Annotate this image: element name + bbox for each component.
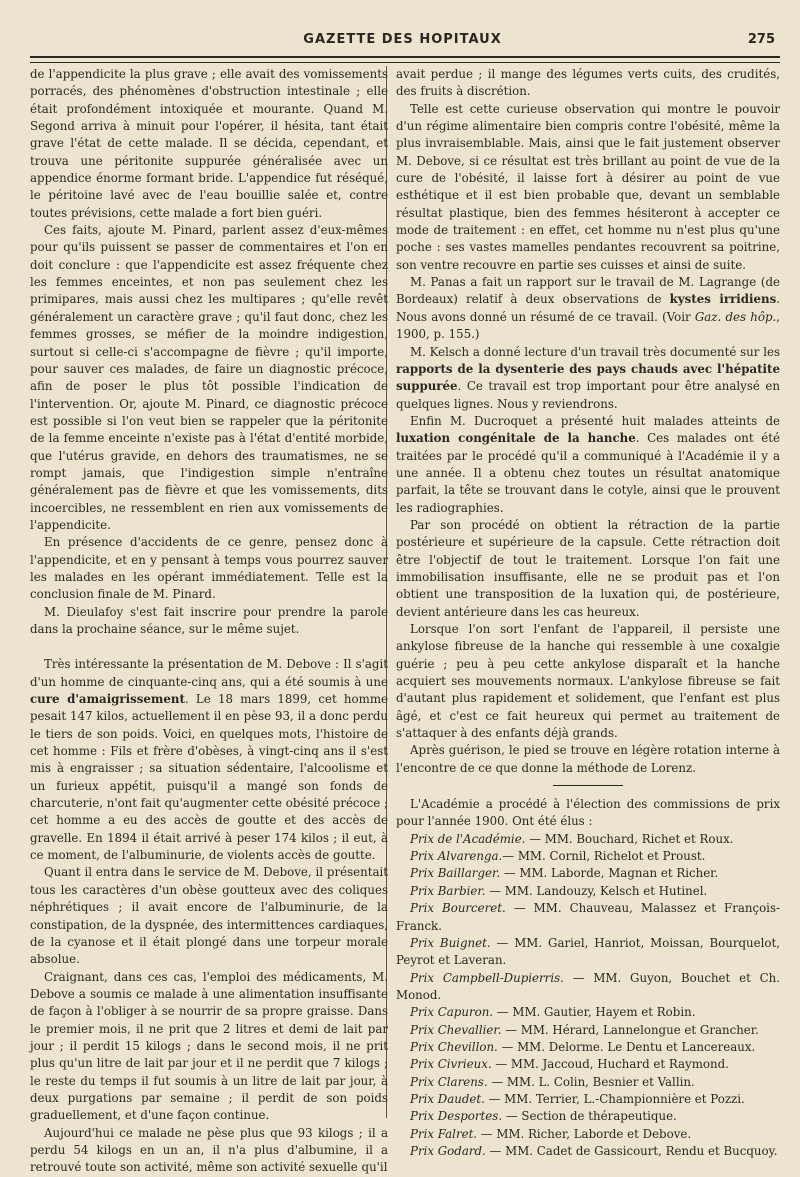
- prize-members: — MM. Bouchard, Richet et Roux.: [525, 831, 734, 846]
- prize-name: Prix Civrieux.: [410, 1057, 492, 1072]
- bold-term: rapports de la dysenterie des pays chauds avec l'hépatite suppurée: [396, 361, 780, 394]
- prize-name: Prix Alvarenga.: [410, 849, 503, 864]
- journal-citation: Gaz. des hôp.: [694, 309, 777, 324]
- prize-members: — MM. Terrier, L.-Championnière et Pozzi.: [484, 1091, 745, 1106]
- prize-entry: [396, 865, 780, 882]
- text-run: Très intéressante la présentation de M. Debove : Il s'agit d'un homme de cinquante-cinq ans, qui a été soumis à une: [30, 657, 388, 689]
- prize-entry: [396, 1022, 780, 1039]
- prize-entry: [396, 848, 780, 865]
- prize-entry: [396, 935, 780, 970]
- bold-term: kystes irridiens: [669, 292, 777, 307]
- prize-name: Prix Daudet.: [410, 1091, 485, 1106]
- text-run: Enfin M. Ducroquet a présenté huit malades atteints de: [410, 413, 780, 428]
- paragraph: M. Dieulafoy s'est fait inscrire pour prendre la parole dans la prochaine séance, sur le même sujet.: [30, 604, 388, 636]
- prize-members: — MM. L. Colin, Besnier et Vallin.: [487, 1074, 695, 1089]
- prize-entry: [396, 1143, 780, 1160]
- prize-members: — MM. Gariel, Hanriot, Moissan, Bourquelot, Peyrot et Laveran.: [396, 935, 780, 968]
- text-run: M. Kelsch a donné lecture d'un travail très documenté sur les: [410, 344, 780, 359]
- prize-entry: [396, 1108, 780, 1125]
- prize-members: — MM. Laborde, Magnan et Richer.: [500, 866, 719, 881]
- section-divider: [553, 785, 623, 786]
- paragraph: Ces faits, ajoute M. Pinard, parlent assez d'eux-mêmes pour qu'ils puissent se passer de commentaires et l'on en doit conclure : que l'appendicite est assez fréquente chez les femmes enceintes, et non pas seulement chez les primipares, mais aussi chez les multipares ; qu'elle revêt généralement un caractère grave ; qu'il faut donc, chez les femmes grosses, se méfier de la moindre indigestion, surtout si celle-ci s'accompagne de fièvre ; qu'il importe, pour sauver ces malades, de faire un diagnostic précoce, afin de poser le plus tôt possible l'indication de l'intervention. Or, ajoute M. Pinard, ce diagnostic précoce est possible si l'on veut bien se rappeler que la péritonite de la femme enceinte n'existe pas à l'état d'entité morbide, que l'utérus gravide, en dehors des traumatismes, ne se rompt jamais, que l'indigestion simple n'entraîne généralement pas de fièvre et que les vomissements, dits incoercibles, ne ressemblent en rien aux vomissements de l'appendicite.: [30, 223, 388, 532]
- prize-name: Prix Baillarger.: [410, 866, 501, 881]
- prize-members: — MM. Richer, Laborde et Debove.: [477, 1126, 692, 1141]
- prize-name: Prix Chevillon.: [410, 1039, 498, 1054]
- prize-list: [396, 831, 780, 1161]
- prize-name: Prix Desportes.: [410, 1109, 503, 1124]
- prize-name: Prix Clarens.: [410, 1074, 488, 1089]
- prize-entry: [396, 900, 780, 935]
- text-run: , 1900, p. 155.): [396, 309, 780, 342]
- prize-members: — MM. Hérard, Lannelongue et Grancher.: [501, 1022, 759, 1037]
- bold-term: cure d'amaigrissement: [30, 692, 185, 707]
- paragraph: Aujourd'hui ce malade ne pèse plus que 93 kilogs ; il a perdu 54 kilogs en un an, il n'a plus d'albumine, il a retrouvé toute son activité, même son activité sexuelle qu'il: [30, 1125, 388, 1175]
- prize-members: — MM. Gautier, Hayem et Robin.: [493, 1005, 696, 1020]
- prize-entry: [396, 831, 780, 848]
- paragraph: Quant il entra dans le service de M. Debove, il présentait tous les caractères d'un obèse goutteux avec des coliques néphrétiques ; il avait encore de l'albuminurie, de la constipation, de la dyspnée, des intermittences cardiaques, de la cyanose et il était plongé dans une torpeur morale absolue.: [30, 865, 388, 967]
- prize-members: — MM. Cadet de Gassicourt, Rendu et Bucquoy.: [485, 1143, 778, 1158]
- paragraph: [30, 656, 388, 864]
- page-number: 275: [747, 32, 775, 47]
- paragraph: avait perdue ; il mange des légumes verts cuits, des crudités, des fruits à discrétion.: [396, 67, 780, 99]
- prize-entry: [396, 1091, 780, 1108]
- text-run: . Nous avons donné un résumé de ce travail. (Voir: [396, 292, 780, 324]
- paragraph: Craignant, dans ces cas, l'emploi des médicaments, M. Debove a soumis ce malade à une alimentation insuffisante de façon à l'obliger à se nourrir de sa propre graisse. Dans le premier mois, il ne prit que 2 litres et demi de lait par jour ; il perdit 15 kilogs ; dans le second mois, il ne prit plus qu'un litre de lait par jour et il ne perdit que 7 kilogs ; le reste du temps il fut soumis à un litre de lait par jour, à deux purgations par semaine ; il perdit de son poids graduellement, et d'une façon continue.: [30, 969, 388, 1123]
- prize-entry: [396, 1056, 780, 1073]
- text-run: . Ces malades ont été traitées par le procédé qu'il a communiqué à l'Académie il y a une année. Il a obtenu chez toutes un résultat anatomique parfait, la tête se trouvant dans le cotyle, ainsi que le prouvent les radiographies.: [396, 431, 780, 515]
- prize-members: — MM. Jaccoud, Huchard et Raymond.: [491, 1057, 729, 1072]
- journal-title: GAZETTE DES HOPITAUX: [303, 32, 502, 47]
- paragraph: Lorsque l'on sort l'enfant de l'appareil, il persiste une ankylose fibreuse de la hanche qui ressemble à une coxalgie guérie ; peu à peu cette ankylose disparaît et la hanche acquiert ses mouvements normaux. L'ankylose fibreuse se fait d'autant plus rapidement et solidement, que l'enfant est plus âgé, et c'est ce fait heureux qui permet au traitement de s'attaquer à des enfants déjà grands.: [396, 622, 780, 741]
- paragraph: Après guérison, le pied se trouve en légère rotation interne à l'encontre de ce que donne la méthode de Lorenz.: [396, 743, 780, 775]
- prize-entry: [396, 1074, 780, 1091]
- paragraph: En présence d'accidents de ce genre, pensez donc à l'appendicite, et en y pensant à temps vous pourrez sauver les malades en les opérant immédiatement. Telle est la conclusion finale de M. Pinard.: [30, 535, 388, 602]
- right-column: [396, 66, 780, 1160]
- prize-entry: [396, 1039, 780, 1056]
- prize-name: Prix Buignet.: [410, 935, 491, 950]
- prize-name: Prix Bourceret.: [410, 901, 506, 916]
- paragraph: L'Académie a procédé à l'élection des commissions de prix pour l'année 1900. Ont été élus :: [396, 797, 780, 829]
- prize-members: — Section de thérapeutique.: [502, 1109, 677, 1124]
- prize-members: — MM. Guyon, Bouchet et Ch. Monod.: [396, 970, 780, 1002]
- text-run: . Le 18 mars 1899, cet homme pesait 147 kilos, actuellement il en pèse 93, il a donc perdu le tiers de son poids. Voici, en quelques mots, l'histoire de cet homme : Fils et frère d'obèses, à vingt-cinq ans il s'est mis à engraisser ; sa situation sédentaire, l'alcoolisme et un furieux appétit, puisqu'il a mangé son fonds de charcuterie, n'ont fait qu'augmenter cette obésité précoce ; cet homme a eu des accès de goutte et des accès de gravelle. En 1894 il était arrivé à peser 174 kilos ; il eut, à ce moment, de l'albuminurie, de violents accès de goutte.: [30, 692, 388, 863]
- header-rule: [30, 56, 780, 63]
- prize-name: Prix Falret.: [410, 1126, 478, 1141]
- prize-name: Prix Capuron.: [410, 1005, 494, 1020]
- prize-name: Prix Chevallier.: [410, 1022, 502, 1037]
- paragraph: de l'appendicite la plus grave ; elle avait des vomissements porracés, des phénomènes d'obstruction intestinale ; elle était profondément intoxiquée et mourante. Quand M. Segond arriva à minuit pour l'opérer, il hésita, tant était grave l'état de cette malade. Il se décida, cependant, et trouva une péritonite suppurée généralisée avec un appendice énorme formant bride. L'appendice fut réséqué, le péritoine lavé avec de l'eau bouillie salée et, contre toutes prévisions, cette malade a fort bien guéri.: [30, 67, 388, 220]
- paragraph: Par son procédé on obtient la rétraction de la partie postérieure et supérieure de la capsule. Cette rétraction doit être l'objectif de tout le traitement. Lorsque l'on fait une immobilisation insuffisante, elle ne se produit pas et l'on obtient une transposition de la luxation qui, de postérieure, devient antérieure dans les cas heureux.: [396, 517, 780, 619]
- prize-entry: [396, 1126, 780, 1143]
- text-run: M. Panas a fait un rapport sur le travail de M. Lagrange (de Bordeaux) relatif à deux observations de: [396, 275, 780, 307]
- prize-name: Prix Barbier.: [410, 883, 486, 898]
- paragraph: [396, 344, 780, 413]
- paragraph: [396, 413, 780, 517]
- prize-entry: [396, 1004, 780, 1021]
- prize-name: Prix Godard.: [410, 1143, 486, 1158]
- prize-members: — MM. Chauveau, Malassez et François-Franck.: [396, 901, 780, 933]
- prize-name: Prix de l'Académie.: [410, 831, 526, 846]
- prize-members: — MM. Landouzy, Kelsch et Hutinel.: [485, 883, 708, 898]
- left-column: [30, 66, 388, 1177]
- paragraph: Telle est cette curieuse observation qui montre le pouvoir d'un régime alimentaire bien compris contre l'obésité, même la plus invraisemblable. Mais, ainsi que le fait justement observer M. Debove, si ce résultat est très brillant au point de vue de la cure de l'obésité, il laisse fort à désirer au point de vue esthétique et il est bien probable que, devant un semblable résultat plastique, bien des femmes hésiteront à accepter ce mode de traitement : en effet, cet homme nu n'est plus qu'une poche : ses vastes mamelles pendantes recouvrent sa poitrine, son ventre recouvre en partie ses cuisses et ainsi de suite.: [396, 101, 780, 272]
- prize-members: — MM. Cornil, Richelot et Proust.: [502, 849, 706, 864]
- prize-members: — MM. Delorme. Le Dentu et Lancereaux.: [497, 1039, 756, 1054]
- bold-term: luxation congénitale de la hanche: [396, 431, 636, 446]
- page-header: [30, 30, 775, 52]
- prize-entry: [396, 883, 780, 900]
- prize-name: Prix Campbell-Dupierris.: [410, 970, 564, 985]
- prize-entry: [396, 970, 780, 1005]
- text-run: . Ce travail est trop important pour être analysé en quelques lignes. Nous y reviendrons.: [396, 379, 780, 411]
- paragraph: [396, 274, 780, 343]
